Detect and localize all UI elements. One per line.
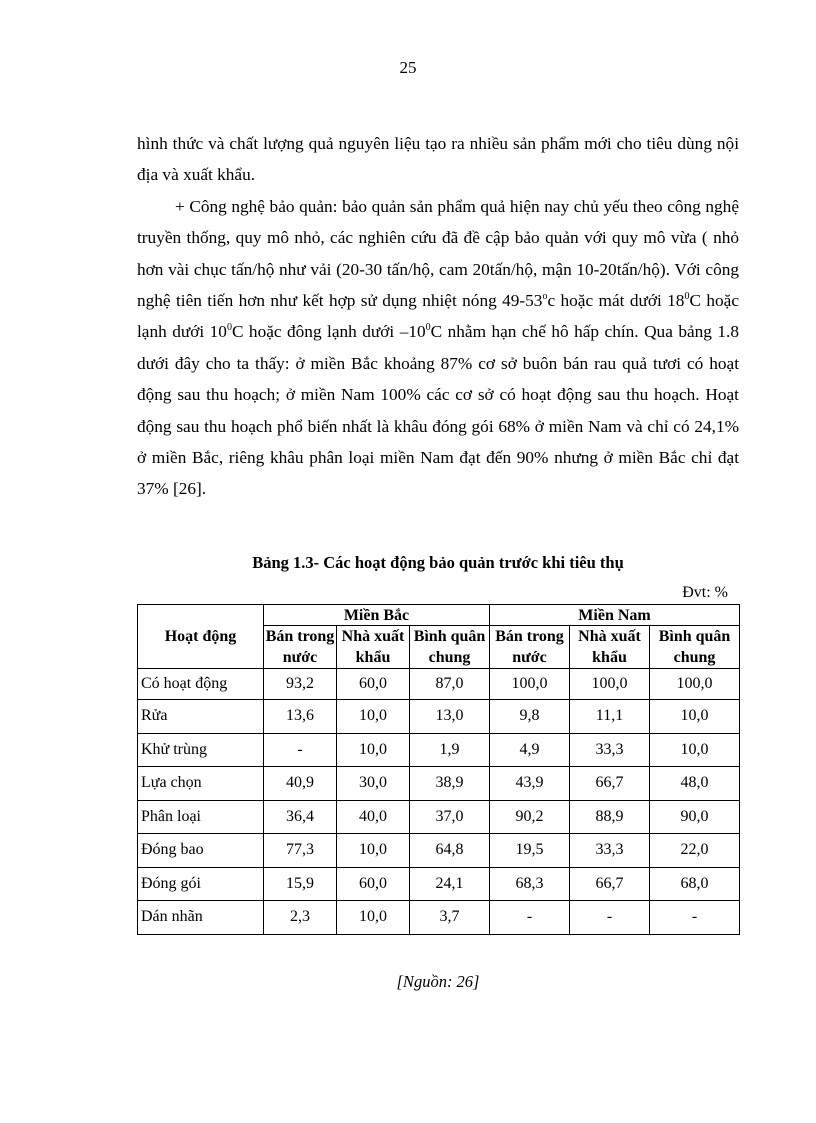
table-cell: 10,0	[337, 700, 410, 734]
table-cell: 68,3	[490, 867, 570, 901]
table-cell: 11,1	[570, 700, 650, 734]
table-row	[138, 700, 740, 734]
activity-label: Lựa chọn	[138, 767, 264, 801]
table-row	[138, 800, 740, 834]
table-cell: 40,9	[264, 767, 337, 801]
body-text	[137, 128, 739, 505]
header-column: Bán trong nước	[264, 626, 337, 669]
header-group-south: Miền Nam	[490, 605, 740, 626]
table-cell: 90,2	[490, 800, 570, 834]
table-cell: 10,0	[650, 700, 740, 734]
table-cell: 60,0	[337, 867, 410, 901]
table-cell: 66,7	[570, 767, 650, 801]
preservation-activities-table	[137, 604, 740, 935]
table-unit: Đvt: %	[682, 584, 728, 601]
table-cell: 43,9	[490, 767, 570, 801]
page-number: 25	[399, 58, 417, 77]
header-activity: Hoạt động	[138, 605, 264, 669]
paragraph-preservation-technology: + Công nghệ bảo quản: bảo quản sản phẩm quả hiện nay chủ yếu theo công nghệ truyền thống, quy mô nhỏ, các nghiên cứu đã đề cập bảo quản với quy mô vừa ( nhỏ hơn vài chục tấn/hộ như vải (20-30 tấn/hộ, cam 20tấn/hộ, mận 10-20tấn/hộ). Với công nghệ tiên tiến hơn như kết hợp sử dụng nhiệt nóng 49-53$^o$c hoặc mát dưới $18^0C$ hoặc lạnh dưới $10^0C$ hoặc đông lạnh dưới $-10^0C$ nhằm hạn chế hô hấp chín. Qua bảng 1.8 dưới đây cho ta thấy: ở miền Bắc khoảng 87% cơ sở buôn bán rau quả tươi có hoạt động sau thu hoạch; ở miền Nam 100% các cơ sở có hoạt động sau thu hoạch. Hoạt động sau thu hoạch phổ biến nhất là khâu đóng gói 68% ở miền Nam và chỉ có 24,1% ở miền Bắc, riêng khâu phân loại miền Nam đạt đến 90% nhưng ở miền Bắc chỉ đạt 37% [26].	[137, 196, 740, 499]
table-cell: 40,0	[337, 800, 410, 834]
table-cell: 15,9	[264, 867, 337, 901]
table-cell: 100,0	[490, 669, 570, 700]
table-cell: 37,0	[410, 800, 490, 834]
table-cell: 1,9	[410, 733, 490, 767]
activity-label: Có hoạt động	[138, 669, 264, 700]
activity-label: Đóng bao	[138, 834, 264, 868]
activity-label: Dán nhãn	[138, 901, 264, 935]
table-cell: 9,8	[490, 700, 570, 734]
header-column: Nhà xuất khẩu	[570, 626, 650, 669]
table-cell: -	[264, 733, 337, 767]
table-cell: 2,3	[264, 901, 337, 935]
table-row	[138, 867, 740, 901]
table-cell: 3,7	[410, 901, 490, 935]
paragraph-continuation: hình thức và chất lượng quả nguyên liệu tạo ra nhiều sản phẩm mới cho tiêu dùng nội địa và xuất khẩu.	[137, 134, 739, 185]
table-cell: 60,0	[337, 669, 410, 700]
table-row	[138, 767, 740, 801]
header-column: Bình quân chung	[410, 626, 490, 669]
table-row	[138, 834, 740, 868]
table-cell: 10,0	[337, 733, 410, 767]
table-cell: 24,1	[410, 867, 490, 901]
table-cell: 88,9	[570, 800, 650, 834]
table-cell: 68,0	[650, 867, 740, 901]
table-row	[138, 669, 740, 700]
table-cell: 10,0	[337, 901, 410, 935]
table-cell: 10,0	[337, 834, 410, 868]
table-row	[138, 901, 740, 935]
table-cell: -	[650, 901, 740, 935]
header-column: Bình quân chung	[650, 626, 740, 669]
table-source: [Nguồn: 26]	[396, 972, 480, 991]
table-cell: 48,0	[650, 767, 740, 801]
table-cell: -	[490, 901, 570, 935]
header-group-north: Miền Bắc	[264, 605, 490, 626]
table-cell: 100,0	[650, 669, 740, 700]
table-cell: 90,0	[650, 800, 740, 834]
table-cell: 19,5	[490, 834, 570, 868]
table-cell: -	[570, 901, 650, 935]
table-cell: 87,0	[410, 669, 490, 700]
table-cell: 66,7	[570, 867, 650, 901]
activity-label: Khử trùng	[138, 733, 264, 767]
activity-label: Đóng gói	[138, 867, 264, 901]
header-column: Bán trong nước	[490, 626, 570, 669]
table-cell: 22,0	[650, 834, 740, 868]
table-cell: 100,0	[570, 669, 650, 700]
table-cell: 30,0	[337, 767, 410, 801]
table-caption: Bảng 1.3- Các hoạt động bảo quản trước khi tiêu thụ	[252, 553, 624, 572]
table-cell: 33,3	[570, 733, 650, 767]
header-column: Nhà xuất khẩu	[337, 626, 410, 669]
table-cell: 64,8	[410, 834, 490, 868]
table-cell: 33,3	[570, 834, 650, 868]
table-cell: 93,2	[264, 669, 337, 700]
activity-label: Phân loại	[138, 800, 264, 834]
table-cell: 13,0	[410, 700, 490, 734]
table-cell: 10,0	[650, 733, 740, 767]
activity-label: Rửa	[138, 700, 264, 734]
table-cell: 77,3	[264, 834, 337, 868]
table-cell: 4,9	[490, 733, 570, 767]
table-row	[138, 733, 740, 767]
table-cell: 38,9	[410, 767, 490, 801]
table-cell: 13,6	[264, 700, 337, 734]
table-cell: 36,4	[264, 800, 337, 834]
